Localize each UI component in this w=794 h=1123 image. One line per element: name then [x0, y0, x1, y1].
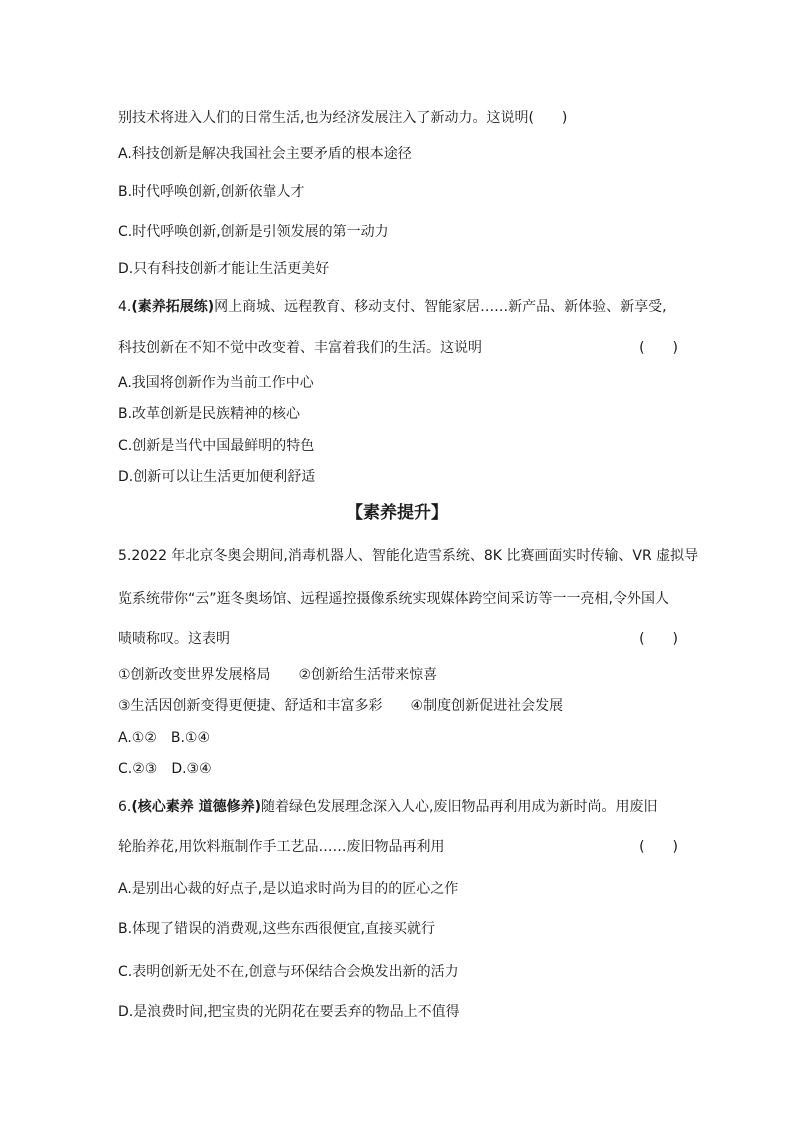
q6-stem-line1 — [118, 798, 678, 816]
q5-answer-bracket: ( ) — [639, 631, 678, 647]
q6-stem-line2 — [118, 838, 678, 856]
q4-stem-line1 — [118, 298, 678, 316]
q4-option-c: C.创新是当代中国最鲜明的特色 — [118, 438, 315, 454]
q5-choices-2: C.②③ D.③④ — [118, 761, 212, 777]
q4-stem-line2 — [118, 339, 678, 357]
q4-answer-bracket: ( ) — [639, 340, 678, 356]
q6-tag: (核心素养 道德修养) — [131, 799, 262, 815]
q6-option-c: C.表明创新无处不在,创意与环保结合会焕发出新的活力 — [118, 964, 459, 980]
q5-stem-line1: 5.2022 年北京冬奥会期间,消毒机器人、智能化造雪系统、8K 比赛画面实时传输、VR 虚拟导 — [118, 548, 699, 564]
q3-option-d: D.只有科技创新才能让生活更美好 — [118, 261, 330, 277]
q6-stem-text-2: 轮胎养花,用饮料瓶制作手工艺品……废旧物品再利用 — [118, 839, 445, 855]
q6-option-b: B.体现了错误的消费观,这些东西很便宜,直接买就行 — [118, 921, 435, 937]
q5-stem-line3: 啧啧称叹。这表明 ( ) — [118, 631, 678, 647]
q4-number: 4. — [118, 299, 132, 315]
q4-stem-text-2: 科技创新在不知不觉中改变着、丰富着我们的生活。这说明 — [118, 340, 482, 356]
section-heading: 【素养提升】 — [346, 503, 448, 523]
q6-option-a: A.是别出心裁的好点子,是以追求时尚为目的的匠心之作 — [118, 881, 459, 897]
q5-statements-1: ①创新改变世界发展格局 ②创新给生活带来惊喜 — [118, 667, 438, 683]
q5-choices-1: A.①② B.①④ — [118, 730, 211, 746]
q5-stem-line2: 览系统带你“云”逛冬奥场馆、远程遥控摄像系统实现媒体跨空间采访等一一亮相,令外国人 — [118, 591, 669, 607]
q6-stem-text-1: 随着绿色发展理念深入人心,废旧物品再利用成为新时尚。用废旧 — [261, 799, 658, 815]
q6-answer-bracket: ( ) — [639, 839, 678, 855]
q3-option-a: A.科技创新是解决我国社会主要矛盾的根本途径 — [118, 146, 412, 162]
q3-option-c: C.时代呼唤创新,创新是引领发展的第一动力 — [118, 224, 389, 240]
q3-stem-text: 别技术将进入人们的日常生活,也为经济发展注入了新动力。这说明( ) — [118, 110, 568, 126]
q6-option-d: D.是浪费时间,把宝贵的光阴花在要丢弃的物品上不值得 — [118, 1004, 460, 1020]
q5-statements-2: ③生活因创新变得更便捷、舒适和丰富多彩 ④制度创新促进社会发展 — [118, 698, 564, 714]
q6-number: 6. — [118, 799, 132, 815]
q4-option-d: D.创新可以让生活更加便利舒适 — [118, 469, 316, 485]
q4-option-b: B.改革创新是民族精神的核心 — [118, 406, 301, 422]
q4-option-a: A.我国将创新作为当前工作中心 — [118, 375, 314, 391]
q3-stem — [118, 109, 678, 127]
q4-tag: (素养拓展练) — [131, 299, 215, 315]
q3-option-b: B.时代呼唤创新,创新依靠人才 — [118, 184, 305, 200]
q4-stem-text-1: 网上商城、远程教育、移动支付、智能家居……新产品、新体验、新享受, — [214, 299, 667, 315]
